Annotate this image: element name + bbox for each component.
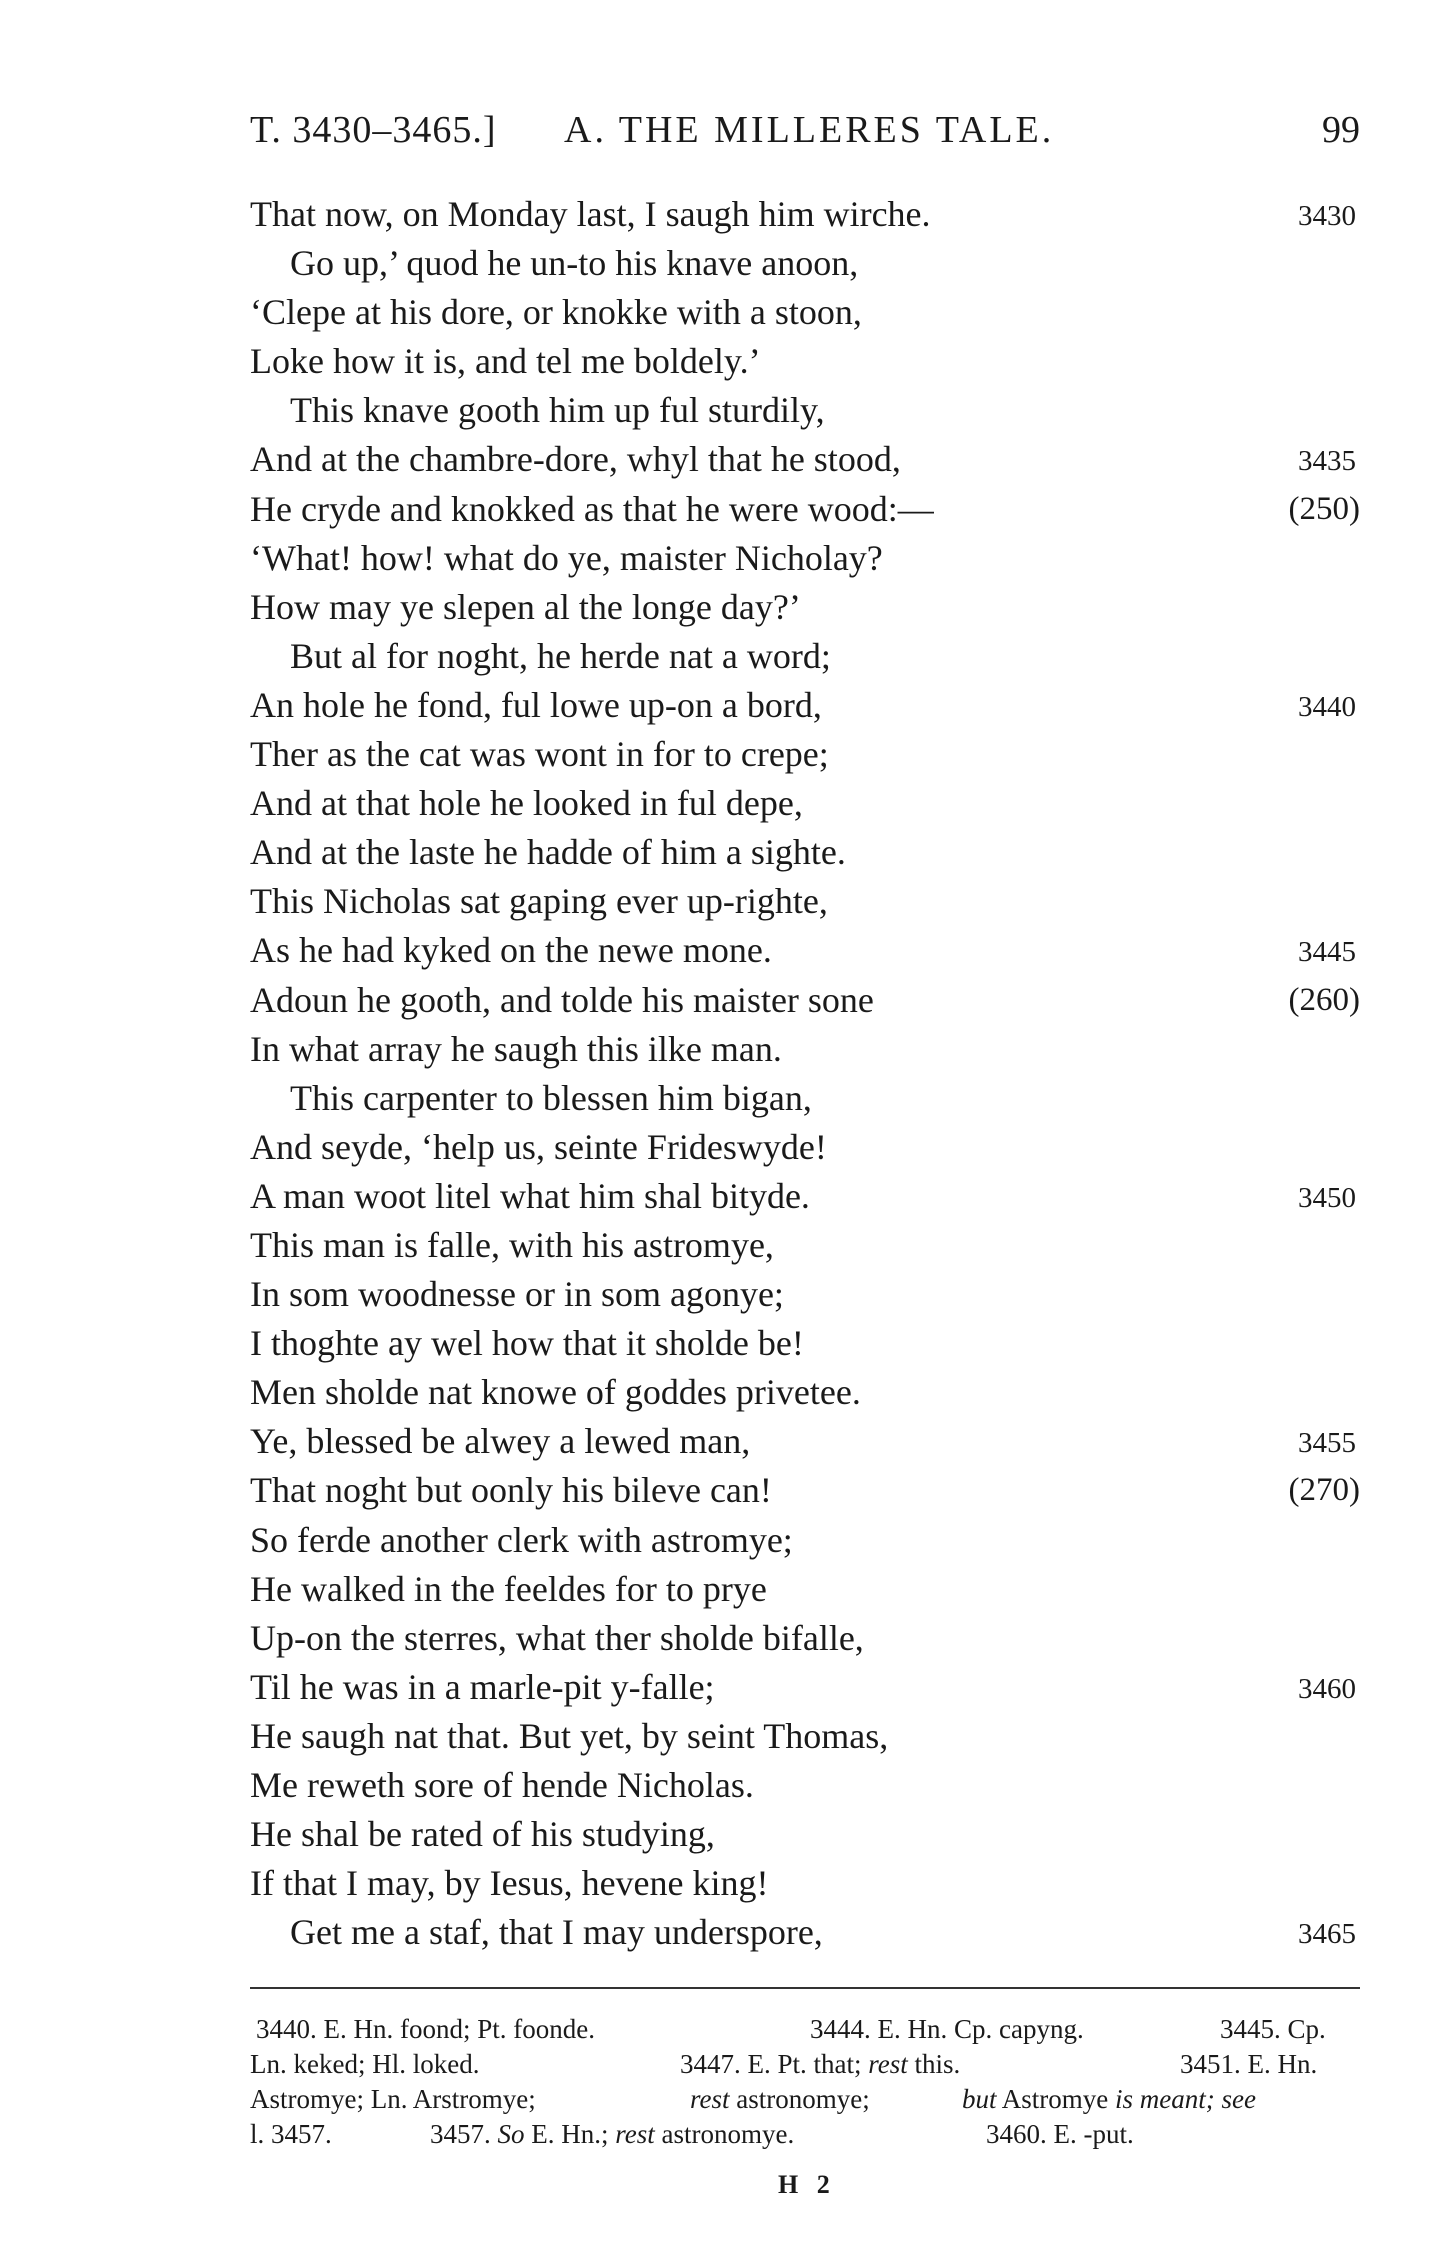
verse-line-text: He saugh nat that. But yet, by seint Thomas,	[250, 1715, 889, 1756]
line-range: T. 3430–3465.]	[250, 109, 497, 151]
verse-line	[250, 485, 1360, 534]
verse-line-text: If that I may, by Iesus, hevene king!	[250, 1863, 769, 1904]
group-line-number: (250)	[1288, 490, 1360, 527]
verse-line	[250, 337, 1360, 386]
verse-line	[250, 1466, 1360, 1515]
footnote: 3444. E. Hn. Cp. capyng.	[810, 2014, 1084, 2044]
footnote-text: this.	[914, 2049, 961, 2079]
footnote-segment	[962, 2082, 1256, 2117]
verse-line-text: This carpenter to blessen him bigan,	[290, 1077, 812, 1118]
footnote-line	[250, 2082, 1360, 2117]
verse-line-text: He shal be rated of his studying,	[250, 1814, 715, 1855]
footnote-text: 3447. E. Pt. that;	[680, 2049, 862, 2079]
footnote-text: astronomye;	[736, 2084, 870, 2114]
group-line-number: (260)	[1288, 981, 1360, 1018]
footnote-italic: see	[1221, 2084, 1256, 2114]
footnote: l. 3457.	[250, 2119, 332, 2149]
verse-line	[250, 386, 1360, 435]
verse-line-text: Adoun he gooth, and tolde his maister sone	[250, 979, 874, 1020]
verse-line-text: And at the chambre-dore, whyl that he stood,	[250, 439, 901, 480]
verse-line-text: Me reweth sore of hende Nicholas.	[250, 1765, 754, 1805]
verse-line-text: In what array he saugh this ilke man.	[250, 1028, 782, 1069]
signature-mark: H 2	[778, 2170, 836, 2199]
verse-line	[250, 681, 1360, 730]
footnote: 3451. E. Hn.	[1180, 2049, 1318, 2079]
footnote-text: Astromye	[1001, 2084, 1109, 2114]
verse-line-text: As he had kyked on the newe mone.	[250, 930, 772, 971]
footnote-italic: So	[497, 2119, 525, 2149]
verse-line	[250, 1270, 1360, 1319]
verse-line-text: And at that hole he looked in ful depe,	[250, 783, 803, 824]
page-title: A. THE MILLERES TALE.	[564, 109, 1055, 151]
footnotes	[250, 2012, 1360, 2152]
footnote-divider	[250, 1987, 1360, 1989]
verse-line	[250, 534, 1360, 583]
footnote-segment	[680, 2047, 960, 2082]
line-number: 3455	[1298, 1427, 1356, 1460]
verse-line-text: So ferde another clerk with astromye;	[250, 1519, 793, 1560]
verse-line	[250, 1859, 1360, 1908]
verse-line	[250, 1172, 1360, 1221]
footnote-text: E. Hn.;	[531, 2119, 609, 2149]
verse-line	[250, 1516, 1360, 1565]
footnote-text: 3457.	[430, 2119, 491, 2149]
verse-line	[250, 435, 1360, 484]
footnote-italic: rest	[615, 2119, 655, 2149]
verse-line-text: Ye, blessed be alwey a lewed man,	[250, 1421, 751, 1462]
verse-line-text: That now, on Monday last, I saugh him wirche.	[250, 194, 931, 234]
verse-line	[250, 1663, 1360, 1712]
footnote-segment	[430, 2117, 794, 2152]
line-number: 3445	[1298, 936, 1356, 969]
verse-line-text: He cryde and knokked as that he were wood:—	[250, 488, 934, 529]
verse-line-text: ‘What! how! what do ye, maister Nicholay?	[250, 537, 883, 578]
verse-line	[250, 1025, 1360, 1074]
footnote: 3445. Cp.	[1220, 2014, 1326, 2044]
verse-line	[250, 1614, 1360, 1663]
verse-line-text: And at the laste he hadde of him a sighte.	[250, 832, 846, 873]
footnote: Astromye; Ln. Arstromye;	[250, 2084, 536, 2114]
verse-line-text: Men sholde nat knowe of goddes privetee.	[250, 1372, 861, 1413]
verse-line-text: Ther as the cat was wont in for to crepe;	[250, 734, 829, 775]
page-number: 99	[1322, 109, 1360, 151]
group-line-number: (270)	[1288, 1472, 1360, 1509]
line-number: 3450	[1298, 1181, 1356, 1214]
line-number: 3440	[1298, 690, 1356, 723]
footnote: 3460. E. -put.	[986, 2119, 1134, 2149]
verse-line	[250, 926, 1360, 975]
line-number: 3430	[1298, 200, 1356, 232]
verse-line-text: And seyde, ‘help us, seinte Frideswyde!	[250, 1126, 827, 1167]
verse-line-text: Up-on the sterres, what ther sholde bifalle,	[250, 1617, 864, 1658]
footnote-italic: is meant;	[1115, 2084, 1215, 2114]
verse-line-text: I thoghte ay wel how that it sholde be!	[250, 1323, 804, 1364]
verse-line-text: Loke how it is, and tel me boldely.’	[250, 341, 761, 382]
verse-line-text: How may ye slepen al the longe day?’	[250, 586, 801, 627]
footnote-line	[250, 2047, 1360, 2082]
verse-text	[250, 190, 1360, 1957]
verse-line	[250, 190, 1360, 239]
footnote-text: astronomye.	[661, 2119, 795, 2149]
verse-line	[250, 1319, 1360, 1368]
verse-line	[250, 239, 1360, 288]
footnote-line	[250, 2012, 1360, 2047]
footnote-italic: but	[962, 2084, 997, 2114]
verse-line	[250, 1810, 1360, 1859]
verse-line-text: An hole he fond, ful lowe up-on a bord,	[250, 684, 822, 725]
verse-line	[250, 1761, 1360, 1810]
verse-line-text: But al for noght, he herde nat a word;	[290, 635, 831, 676]
verse-line-text: Get me a staf, that I may underspore,	[290, 1912, 823, 1953]
verse-line-text: Til he was in a marle-pit y-falle;	[250, 1666, 715, 1707]
running-header	[250, 108, 1360, 168]
verse-line-text: He walked in the feeldes for to prye	[250, 1568, 767, 1609]
footnote: Ln. keked; Hl. loked.	[250, 2049, 480, 2079]
verse-line	[250, 1417, 1360, 1466]
verse-line	[250, 1221, 1360, 1270]
verse-line	[250, 1123, 1360, 1172]
footnote-segment	[690, 2082, 870, 2117]
verse-line	[250, 288, 1360, 337]
verse-line-text: A man woot litel what him shal bityde.	[250, 1175, 810, 1216]
verse-line	[250, 1368, 1360, 1417]
line-number: 3435	[1298, 445, 1356, 478]
verse-line	[250, 1712, 1360, 1761]
line-number: 3465	[1298, 1918, 1356, 1951]
verse-line	[250, 583, 1360, 632]
verse-line	[250, 828, 1360, 877]
verse-line-text: ‘Clepe at his dore, or knokke with a stoon,	[250, 292, 862, 333]
verse-line	[250, 730, 1360, 779]
verse-line	[250, 1074, 1360, 1123]
footnote-italic: rest	[690, 2084, 730, 2114]
verse-line	[250, 877, 1360, 926]
verse-line	[250, 632, 1360, 681]
verse-line-text: This Nicholas sat gaping ever up-righte,	[250, 881, 828, 922]
verse-line-text: This man is falle, with his astromye,	[250, 1224, 774, 1265]
verse-line	[250, 1908, 1360, 1957]
verse-line-text: That noght but oonly his bileve can!	[250, 1470, 772, 1511]
line-number: 3460	[1298, 1672, 1356, 1705]
verse-line-text: Go up,’ quod he un-to his knave anoon,	[290, 243, 859, 284]
verse-line	[250, 779, 1360, 828]
footnote-line	[250, 2117, 1360, 2152]
verse-line-text: This knave gooth him up ful sturdily,	[290, 390, 825, 431]
verse-line	[250, 1565, 1360, 1614]
verse-line-text: In som woodnesse or in som agonye;	[250, 1274, 784, 1315]
verse-line	[250, 976, 1360, 1025]
footnote: 3440. E. Hn. foond; Pt. foonde.	[256, 2014, 595, 2044]
footnote-italic: rest	[868, 2049, 908, 2079]
